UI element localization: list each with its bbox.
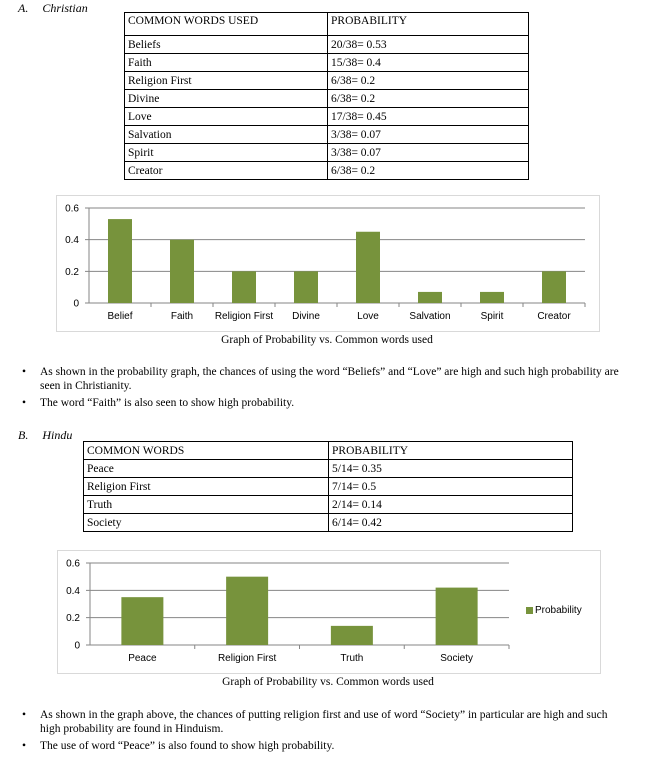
bar	[232, 271, 256, 303]
table-cell: Peace	[84, 460, 329, 478]
table-cell: 2/14= 0.14	[329, 496, 573, 514]
table-cell: 3/38= 0.07	[328, 126, 529, 144]
table-cell: Truth	[84, 496, 329, 514]
bar	[294, 271, 318, 303]
x-tick-label: Divine	[292, 311, 320, 322]
bullet-icon: •	[22, 366, 27, 378]
bullet-text: As shown in the graph above, the chances of putting religion first and use of word “Society” in particular are high and such high probability are found in Hinduism.	[40, 709, 608, 735]
table-cell: Love	[125, 108, 328, 126]
table-row	[125, 126, 529, 144]
table-cell: 3/38= 0.07	[328, 144, 529, 162]
y-tick-label: 0.4	[66, 585, 80, 597]
table-header-cell: COMMON WORDS	[84, 442, 329, 460]
section-b-letter: B.	[18, 428, 29, 442]
bar	[331, 626, 373, 645]
bullet-icon: •	[22, 709, 27, 721]
list-item	[18, 708, 628, 736]
table-row	[125, 144, 529, 162]
hindu-bar-chart	[57, 550, 601, 674]
table-row	[125, 54, 529, 72]
table-cell: Salvation	[125, 126, 328, 144]
table-header-cell: PROBABILITY	[328, 13, 529, 36]
hindu-bullets	[18, 708, 628, 756]
x-tick-label: Love	[357, 311, 379, 322]
chart-legend	[526, 605, 582, 616]
table-cell: 6/14= 0.42	[329, 514, 573, 532]
chart-svg	[58, 551, 600, 673]
table-header-cell: PROBABILITY	[329, 442, 573, 460]
bullet-text: As shown in the probability graph, the chances of using the word “Beliefs” and “Love” are high and such high probability are seen in Christianity.	[40, 366, 619, 392]
x-tick-label: Religion First	[217, 653, 277, 664]
table-row	[84, 496, 573, 514]
section-a-letter: A.	[18, 1, 29, 15]
y-tick-label: 0.6	[66, 558, 80, 570]
list-item	[18, 365, 628, 393]
x-tick-label: Belief	[107, 311, 133, 322]
x-tick-label: Religion First	[214, 311, 274, 322]
table-row	[84, 514, 573, 532]
table-cell: 5/14= 0.35	[329, 460, 573, 478]
y-tick-label: 0	[74, 640, 80, 652]
bar	[436, 588, 478, 645]
christian-chart-caption: Graph of Probability vs. Common words used	[221, 334, 433, 346]
table-row	[125, 36, 529, 54]
table-cell: 15/38= 0.4	[328, 54, 529, 72]
table-row	[125, 90, 529, 108]
y-tick-label: 0.2	[66, 613, 80, 625]
bar	[226, 577, 268, 645]
x-tick-label: Truth	[340, 653, 364, 664]
chart-svg	[57, 196, 599, 331]
christian-table	[124, 12, 529, 180]
list-item	[18, 739, 628, 753]
table-cell: Faith	[125, 54, 328, 72]
table-cell: 20/38= 0.53	[328, 36, 529, 54]
x-tick-label: Faith	[170, 311, 194, 322]
bar	[108, 219, 132, 303]
table-cell: 7/14= 0.5	[329, 478, 573, 496]
table-cell: 6/38= 0.2	[328, 72, 529, 90]
x-tick-label: Spirit	[480, 311, 504, 322]
christian-bar-chart	[56, 195, 600, 332]
section-a-heading	[18, 1, 88, 16]
x-tick-label: Peace	[128, 653, 157, 664]
bar	[542, 271, 566, 303]
bar	[121, 597, 163, 645]
table-row	[84, 478, 573, 496]
table-header-row	[84, 442, 573, 460]
table-row	[84, 460, 573, 478]
table-row	[125, 72, 529, 90]
table-cell: 17/38= 0.45	[328, 108, 529, 126]
bullet-text: The use of word “Peace” is also found to show high probability.	[40, 740, 335, 752]
table-cell: 6/38= 0.2	[328, 90, 529, 108]
table-cell: Society	[84, 514, 329, 532]
y-tick-label: 0	[73, 298, 79, 310]
table-cell: Divine	[125, 90, 328, 108]
section-b-heading	[18, 428, 72, 443]
table-header-cell: COMMON WORDS USED	[125, 13, 328, 36]
table-row	[125, 108, 529, 126]
table-cell: 6/38= 0.2	[328, 162, 529, 180]
table-header-row	[125, 13, 529, 36]
section-a-label: Christian	[42, 1, 88, 15]
bullet-icon: •	[22, 740, 27, 752]
table-cell: Religion First	[84, 478, 329, 496]
table-cell: Beliefs	[125, 36, 328, 54]
x-tick-label: Salvation	[409, 311, 451, 322]
table-cell: Creator	[125, 162, 328, 180]
bullet-icon: •	[22, 397, 27, 409]
y-tick-label: 0.4	[65, 235, 79, 247]
list-item	[18, 396, 628, 410]
table-cell: Spirit	[125, 144, 328, 162]
bar	[480, 292, 504, 303]
section-b-label: Hindu	[42, 428, 73, 442]
bar	[356, 232, 380, 303]
bar	[170, 240, 194, 303]
table-row	[125, 162, 529, 180]
hindu-chart-caption: Graph of Probability vs. Common words used	[222, 676, 434, 688]
legend-swatch-icon	[526, 607, 533, 614]
legend-label: Probability	[535, 605, 582, 616]
christian-bullets	[18, 365, 628, 413]
table-cell: Religion First	[125, 72, 328, 90]
bullet-text: The word “Faith” is also seen to show high probability.	[40, 397, 295, 409]
bar	[418, 292, 442, 303]
x-tick-label: Society	[440, 653, 474, 664]
y-tick-label: 0.6	[65, 203, 79, 215]
hindu-table	[83, 441, 573, 532]
y-tick-label: 0.2	[65, 266, 79, 278]
x-tick-label: Creator	[537, 311, 571, 322]
